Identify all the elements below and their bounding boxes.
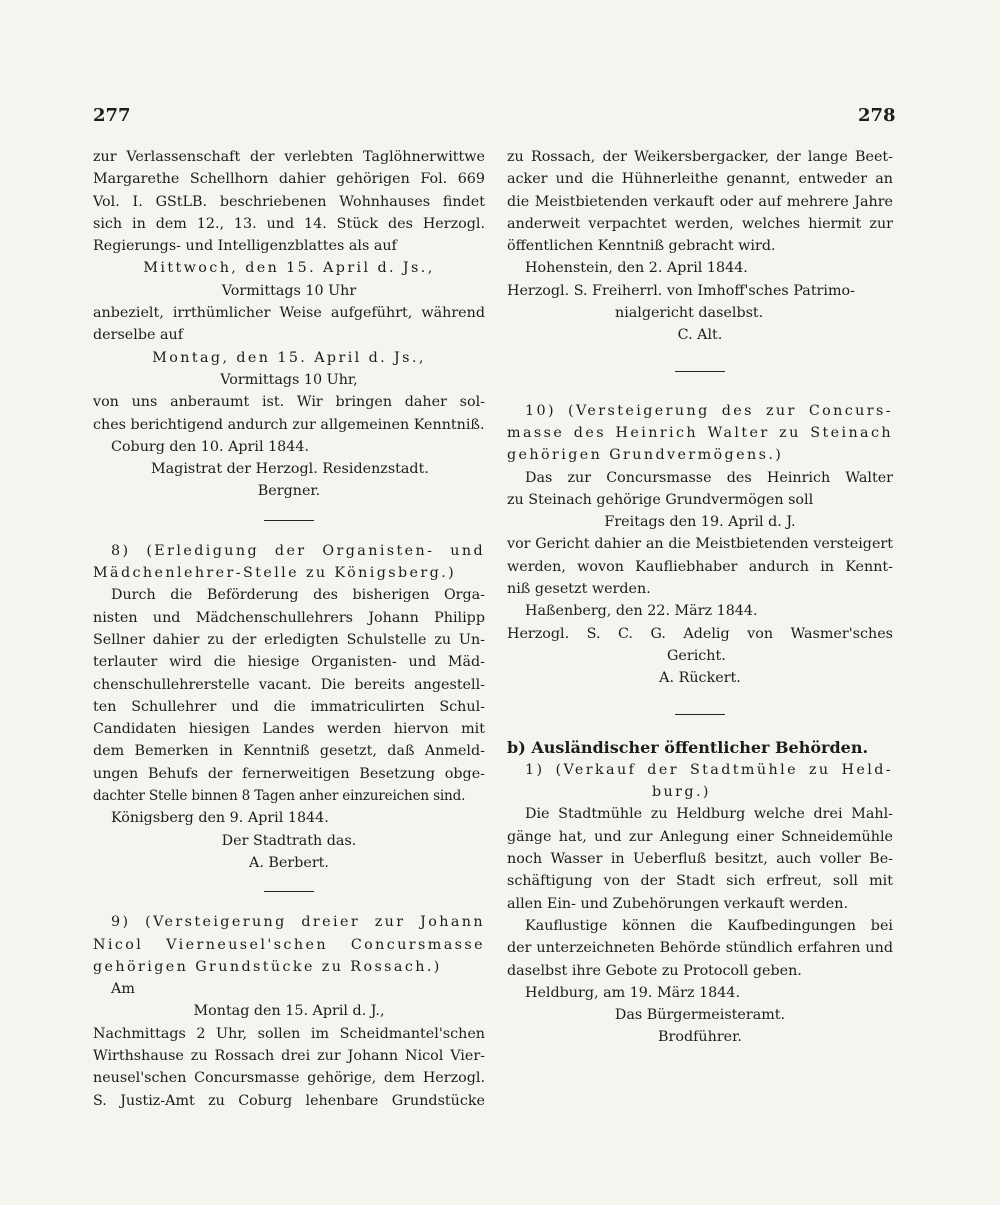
notice-8-title: Mädchenlehrer-Stelle zu Königsberg.) [93,565,457,582]
notice-9-title: 9) (Versteigerung dreier zur Johann [111,914,485,931]
text-line: nisten und Mädchenschullehrers Johann Philipp [93,609,485,626]
text-line: von uns anberaumt ist. Wir bringen daher sol- [93,394,485,411]
text-line: Wirthshause zu Rossach drei zur Johann Nicol Vier- [93,1047,485,1064]
text-line: anderweit verpachtet werden, welches hiermit zur [507,215,893,232]
text-line: Regierungs- und Intelligenzblattes als auf [93,238,397,255]
text-line: niß gesetzt werden. [507,581,651,598]
signature: C. Alt. [677,327,723,344]
authority: Das Bürgermeisteramt. [614,1007,786,1024]
text-line: ches berichtigend andurch zur allgemeinen Kenntniß. [93,416,485,433]
date-line: Mittwoch, den 15. April d. Js., [143,260,435,277]
section-heading: b) Ausländischer öffentlicher Behörden. [507,737,869,757]
text-line: gänge hat, und zur Anlegung einer Schneidemühle [507,828,893,845]
authority: Magistrat der Herzogl. Residenzstadt. [151,461,429,478]
text-line: Durch die Beförderung des bisherigen Orga- [111,587,485,604]
page-number-right: 278 [858,105,896,126]
text-line: ungen Behufs der fernerweitigen Besetzung obge- [93,765,485,782]
text-line: dachter Stelle binnen 8 Tagen anher einzureichen sind. [93,788,466,805]
text-line: sich in dem 12., 13. und 14. Stück des Herzogl. [93,215,485,232]
notice-9-title: gehörigen Grundstücke zu Rossach.) [93,958,442,975]
text-line: dem Bemerken in Kenntniß gesetzt, daß Anmeld- [93,743,485,760]
text-line: derselbe auf [93,327,183,344]
place-date: Coburg den 10. April 1844. [111,438,310,455]
text-line: Die Stadtmühle zu Heldburg welche drei Mahl- [525,806,893,823]
notice-b1-title: burg.) [652,784,711,801]
signature: Brodführer. [658,1029,742,1046]
authority: nialgericht daselbst. [615,305,764,322]
text-line: Vol. I. GStLB. beschriebenen Wohnhauses findet [93,193,485,210]
text-line: zu Rossach, der Weikersbergacker, der lange Beet- [507,149,893,165]
signature: A. Berbert. [249,854,329,871]
text-line: ten Schullehrer und die immatriculirten Schul- [93,698,485,715]
authority: Herzogl. S. Freiherrl. von Imhoff'sches Patrimo- [507,282,855,299]
text-line: zur Verlassenschaft der verlebten Taglöhnerwittwe [93,149,485,165]
place-date: Hohenstein, den 2. April 1844. [525,260,748,277]
text-line: chenschullehrerstelle vacant. Die bereits angestell- [93,676,485,693]
text-line: anbezielt, irrthümlicher Weise aufgeführt, während [93,305,485,322]
notice-10-title: gehörigen Grundvermögens.) [507,447,784,464]
authority: Der Stadtrath das. [221,832,357,849]
divider [675,714,725,715]
text-line: noch Wasser in Ueberfluß besitzt, auch voller Be- [507,851,893,868]
signature: Bergner. [257,483,321,500]
time-line: Vormittags 10 Uhr [221,282,357,299]
text-line: Am [111,981,135,998]
place-date: Königsberg den 9. April 1844. [111,810,329,827]
text-line: daselbst ihre Gebote zu Protocoll geben. [507,962,802,979]
notice-10-title: masse des Heinrich Walter zu Steinach [507,424,893,441]
text-line: Candidaten hiesigen Landes werden hiervon mit [93,721,485,738]
text-line: vor Gericht dahier an die Meistbietenden versteigert [507,536,893,553]
text-line: Nachmittags 2 Uhr, sollen im Scheidmantel'schen [93,1025,485,1042]
text-line: der unterzeichneten Behörde stündlich erfahren und [507,940,893,957]
date-line: Montag, den 15. April d. Js., [152,349,426,366]
divider [675,371,725,372]
signature: A. Rückert. [659,670,741,687]
text-line: Kauflustige können die Kaufbedingungen bei [525,917,893,934]
text-line: terlauter wird die hiesige Organisten- und Mäd- [93,654,485,671]
text-line: schäftigung von der Stadt sich erfreut, soll mit [507,873,893,890]
text-line: acker und die Hühnerleithe genannt, entweder an [507,171,893,188]
authority: Gericht. [667,647,726,664]
right-column [507,146,893,1049]
notice-10-title: 10) (Versteigerung des zur Concurs- [525,402,893,419]
notice-9-title: Nicol Vierneusel'schen Concursmasse [93,936,485,953]
place-date: Haßenberg, den 22. März 1844. [525,603,758,620]
time-line: Vormittags 10 Uhr, [220,371,358,388]
page-number-left: 277 [93,105,131,126]
text-line: zu Steinach gehörige Grundvermögen soll [507,491,814,508]
left-column [93,146,485,1112]
text-line: allen Ein- und Zubehörungen verkauft werden. [507,895,849,912]
divider [264,891,314,892]
notice-b1-title: 1) (Verkauf der Stadtmühle zu Held- [525,761,893,778]
text-line: Sellner dahier zu der erledigten Schulstelle zu Un- [93,631,485,648]
authority: Herzogl. S. C. G. Adelig von Wasmer'sches [507,625,893,642]
text-line: neusel'schen Concursmasse gehörige, dem Herzogl. [93,1070,485,1087]
text-line: S. Justiz-Amt zu Coburg lehenbare Grundstücke [93,1092,485,1109]
date-line: Freitags den 19. April d. J. [604,514,796,531]
place-date: Heldburg, am 19. März 1844. [525,984,740,1001]
text-line: Das zur Concursmasse des Heinrich Walter [525,469,893,486]
divider [264,520,314,521]
date-line: Montag den 15. April d. J., [193,1003,385,1020]
text-line: öffentlichen Kenntniß gebracht wird. [507,238,776,255]
text-line: Margarethe Schellhorn dahier gehörigen Fol. 669 [93,171,485,188]
notice-8-title: 8) (Erledigung der Organisten- und [111,542,485,559]
text-line: die Meistbietenden verkauft oder auf mehrere Jahre [507,193,893,210]
text-line: werden, wovon Kaufliebhaber andurch in Kennt- [507,558,893,575]
